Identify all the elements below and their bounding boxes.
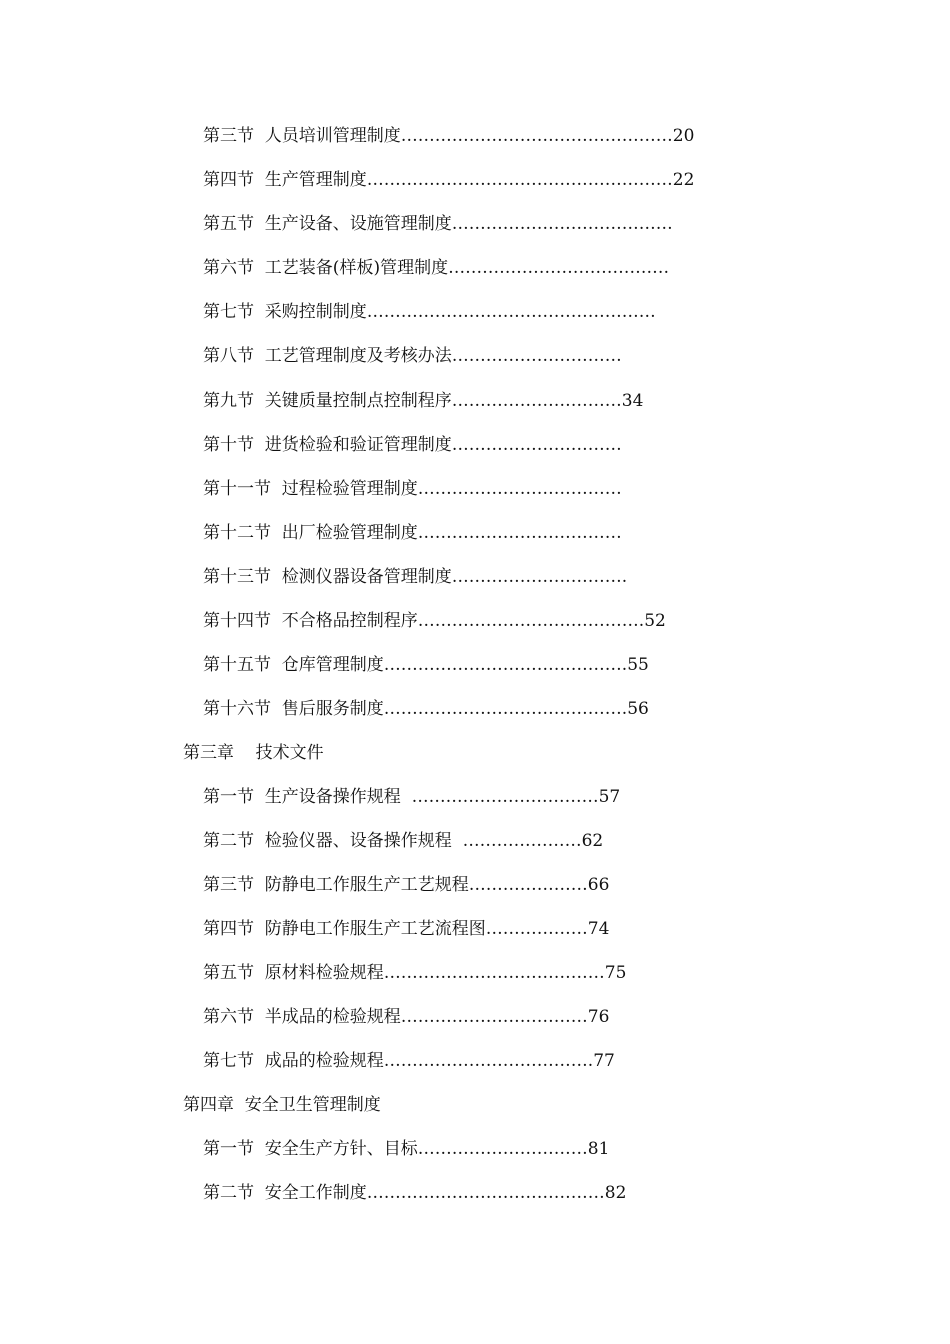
toc-entry: 第七节 成品的检验规程……………………………….77 (203, 1051, 615, 1071)
toc-entry: 第四节 防静电工作服生产工艺流程图………………74 (203, 919, 610, 939)
toc-entry: 第十四节 不合格品控制程序………………………………….52 (203, 611, 666, 631)
toc-entry: 第一节 生产设备操作规程 ……………………………57 (203, 787, 621, 807)
toc-entry: 第七节 采购控制制度…………………………………………… (203, 302, 656, 322)
chapter-heading: 第四章 安全卫生管理制度 (183, 1095, 381, 1115)
toc-entry: 第二节 安全工作制度……………………………………82 (203, 1183, 627, 1203)
toc-entry: 第三节 防静电工作服生产工艺规程…………………66 (203, 875, 610, 895)
toc-entry: 第十六节 售后服务制度…………………………………….56 (203, 699, 649, 719)
toc-entry: 第五节 原材料检验规程…………………………………75 (203, 963, 627, 983)
toc-entry: 第六节 工艺装备(样板)管理制度………………………………… (203, 258, 670, 278)
toc-entry: 第十节 进货检验和验证管理制度………………………… (203, 435, 622, 455)
toc-entry: 第一节 安全生产方针、目标…………………………81 (203, 1139, 610, 1159)
toc-entry: 第十五节 仓库管理制度…………………………………….55 (203, 655, 649, 675)
chapter-heading: 第三章 技术文件 (183, 743, 324, 763)
toc-entry: 第九节 关键质量控制点控制程序…………………………34 (203, 391, 644, 411)
toc-entry: 第八节 工艺管理制度及考核办法………………………… (203, 346, 622, 366)
toc-entry: 第二节 检验仪器、设备操作规程 …………………62 (203, 831, 604, 851)
toc-entry: 第十三节 检测仪器设备管理制度…………………………. (203, 567, 628, 587)
toc-entry: 第十一节 过程检验管理制度……………………………… (203, 479, 622, 499)
toc-entry: 第六节 半成品的检验规程……………………………76 (203, 1007, 610, 1027)
toc-entry: 第四节 生产管理制度………………………………………………22 (203, 170, 695, 190)
toc-entry: 第十二节 出厂检验管理制度……………………………… (203, 523, 622, 543)
toc-entry: 第三节 人员培训管理制度…………………………………………20 (203, 126, 695, 146)
toc-entry: 第五节 生产设备、设施管理制度………………………………… (203, 214, 673, 234)
